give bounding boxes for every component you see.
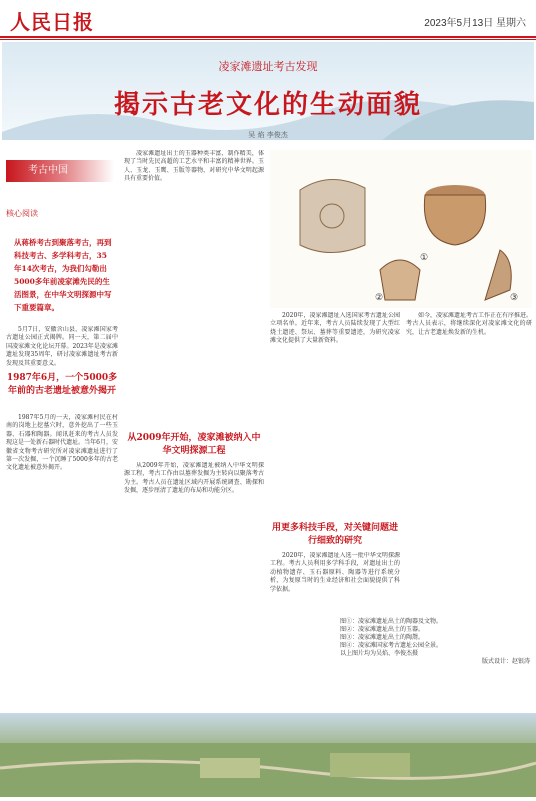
column-3-paragraph: 2020年，凌家滩遗址入选国家考古遗址公园立项名单。近年来，考古人员陆续发现了大型红烧土遗迹、祭坛、墓葬等重要遗迹，为研究凌家滩文化提供了大量新资料。 <box>270 312 400 345</box>
pottery-gui-drawing <box>380 250 511 300</box>
section-heading-1: 1987年6月，一个5000多年前的古老遗址被意外揭开 <box>6 373 118 396</box>
pottery-vessel-drawing <box>424 185 485 245</box>
artifact-drawings <box>270 150 532 308</box>
caption-line: 图①：凌家滩遗址出土的陶器及文物。 <box>340 618 443 625</box>
column-3-paragraph-2: 2020年，凌家滩遗址入选一批中华文明探源工程。考古人员利用多学科手段，对遗址出土的动植物遗存、玉石器原料、陶器等进行系统分析，为复原当时的生业经济和社会面貌提供了科学依据。 <box>270 552 400 593</box>
caption-line: 图②：凌家滩遗址出土的玉器。 <box>340 626 425 633</box>
section-heading-2: 从2009年开始，凌家滩被纳入中华文明探源工程 <box>127 433 261 456</box>
aerial-landscape <box>0 713 536 797</box>
column-4-body <box>406 312 532 612</box>
sidebar-paragraph: 5月7日，安徽含山县，凌家滩国家考古遗址公园正式揭牌。同一天，第二届中国凌家滩文化论坛开幕。2023年是凌家滩遗址发现35周年，研讨凌家滩遗址考古新发现及其重要意义。 <box>6 326 118 366</box>
column-2-paragraph-2: 从2009年开始，凌家滩遗址被纳入中华文明探源工程，考古工作由以墓葬发掘为主转向以聚落考古为主。考古人员在遗址区域内开展系统调查、勘探和发掘，逐步厘清了遗址的布局和功能分区。 <box>124 462 264 495</box>
section-tag: 考古中国 <box>6 160 114 182</box>
core-reading-text: 从蒋桥考古到聚落考古，再到科技考古、多学科考古，35年14次考古，为我们勾勒出5000多年前凌家滩先民的生活图景，在中华文明探源中写下重要篇章。 <box>14 238 112 312</box>
artifact-illustrations <box>270 150 532 308</box>
masthead-rule-thin <box>0 39 536 40</box>
sidebar-body <box>6 326 118 366</box>
figure-label-3: ③ <box>510 293 519 303</box>
caption-line: 图③：凌家滩遗址出土的陶鬶。 <box>340 634 425 641</box>
caption-line: 以上图片均为吴焰、李俊杰摄 <box>340 650 419 657</box>
caption-line: 图④：凌家滩国家考古遗址公园全景。 <box>340 642 443 649</box>
column-4-paragraph: 如今，凌家滩遗址考古工作正在有序推进。考古人员表示，将继续深化对凌家滩文化的研究，让古老遗址焕发新的生机。 <box>406 312 532 336</box>
article-headline: 揭示古老文化的生动面貌 <box>113 90 422 120</box>
column-2-body-2 <box>124 462 264 708</box>
article-byline: 吴 焰 李俊杰 <box>248 131 288 139</box>
section-heading-3: 用更多科技手段，对关键问题进行细致的研究 <box>271 523 398 546</box>
issue-date: 2023年5月13日 星期六 <box>424 18 526 29</box>
core-reading-label: 核心阅读 <box>6 209 38 218</box>
masthead-rule <box>0 36 536 38</box>
sidebar-paragraph-2: 1987年5月的一天，凌家滩村民在村南的岗地上挖墓穴时，意外挖出了一些玉器、石器和陶器。闻讯赶来的考古人员发现这是一处新石器时代遗址。当年6月，安徽省文物考古研究所对凌家滩遗址进行了第一次发掘，一个沉睡了5000多年的古老文化遗址被意外揭开。 <box>6 414 118 472</box>
column-3-body <box>270 312 400 518</box>
photo-caption <box>340 618 530 666</box>
aerial-park-photo <box>0 713 536 797</box>
jade-plaque-drawing <box>300 179 365 252</box>
newspaper-logo: 人民日报 <box>10 10 94 34</box>
figure-label-2: ② <box>375 293 384 303</box>
column-2-body <box>124 150 264 430</box>
column-2-paragraph: 凌家滩遗址出土的玉器种类丰富、制作精美，体现了当时先民高超的工艺水平和丰富的精神世界。玉人、玉龙、玉鹰、玉版等器物，对研究中华文明起源具有重要价值。 <box>124 150 264 183</box>
sidebar-body-2 <box>6 414 118 710</box>
caption-line: 版式设计：赵银涛 <box>481 658 530 665</box>
article-kicker: 凌家滩遗址考古发现 <box>218 60 318 73</box>
figure-label-1: ① <box>420 253 429 263</box>
